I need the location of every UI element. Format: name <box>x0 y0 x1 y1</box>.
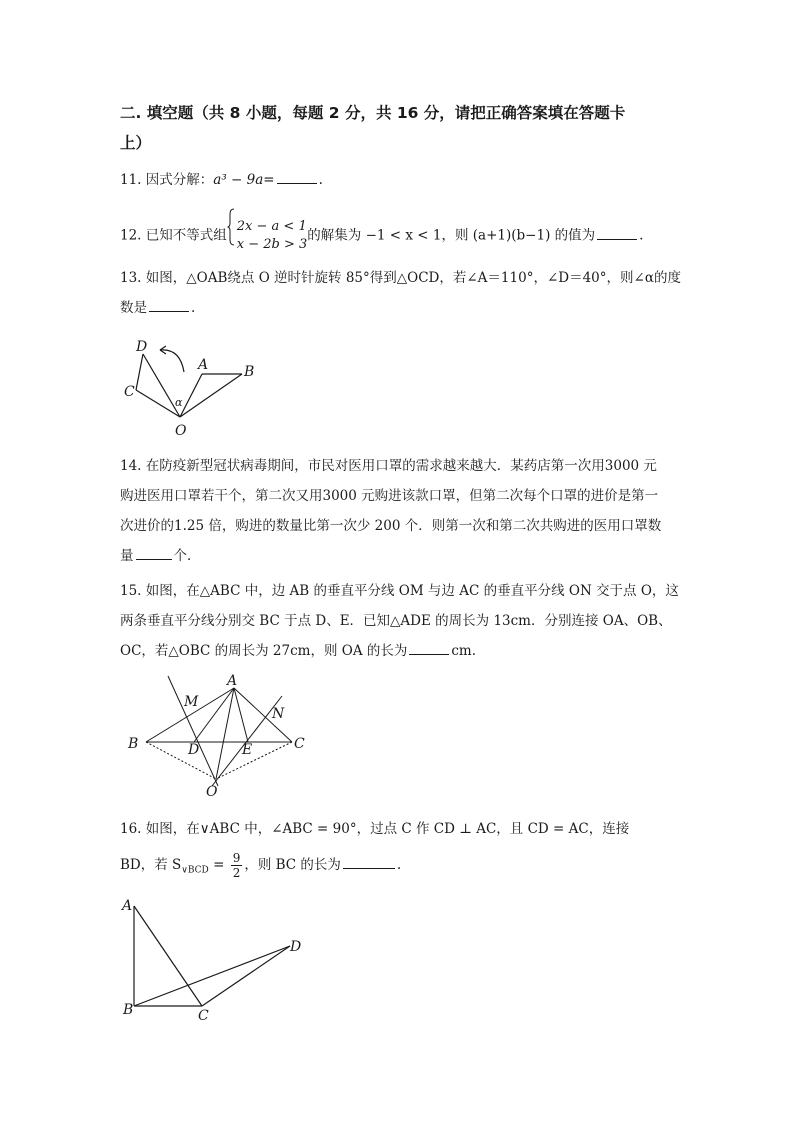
period: . <box>318 172 323 188</box>
question-text-line2a: BD，若 S <box>120 857 182 873</box>
segment-BD <box>134 946 290 1006</box>
brace-icon <box>227 208 235 264</box>
question-text-line2: 数是 <box>120 300 147 316</box>
inequality-1: 2x − a < 1 <box>236 219 307 234</box>
question-number: 16. <box>120 821 142 837</box>
label-N: N <box>272 706 285 722</box>
label-A: A <box>227 673 238 689</box>
label-D: D <box>188 742 200 758</box>
segment-OB <box>180 374 242 417</box>
question-16 <box>120 814 680 892</box>
label-A: A <box>122 898 133 914</box>
label-E: E <box>242 742 253 758</box>
section-title <box>120 98 680 158</box>
answer-blank[interactable] <box>277 182 317 184</box>
label-B: B <box>244 364 255 380</box>
segment-AC <box>134 906 202 1006</box>
fraction <box>231 851 243 880</box>
question-text-line3b: cm. <box>451 643 477 659</box>
label-C: C <box>198 1008 209 1024</box>
segment-AO <box>216 688 234 779</box>
figure-q13 <box>118 332 278 442</box>
question-11 <box>120 165 680 195</box>
segment-AD <box>194 688 234 742</box>
segment-DC <box>136 354 143 390</box>
question-number: 12. <box>120 227 142 244</box>
segment-CO <box>136 390 180 417</box>
label-D: D <box>136 339 148 355</box>
line-OM <box>168 676 218 786</box>
question-text-line1: 如图，△OAB绕点 O 逆时针旋转 85°得到△OCD，若∠A＝110°，∠D＝40°，则∠α的度 <box>145 270 681 286</box>
section-title-line1: 二. 填空题（共 8 小题，每题 2 分，共 16 分，请把正确答案填在答题卡 <box>120 104 626 122</box>
question-text-line3a: OC，若△OBC 的周长为 27cm，则 OA 的长为 <box>120 643 408 659</box>
question-14 <box>120 451 680 571</box>
answer-blank[interactable] <box>136 558 172 560</box>
answer-blank[interactable] <box>409 653 449 655</box>
question-13 <box>120 263 680 323</box>
question-12 <box>120 208 680 264</box>
label-M: M <box>184 694 199 710</box>
math-expression: a³ − 9a= <box>213 172 275 188</box>
question-text-line1: 如图，在∨ABC 中，∠ABC = 90°，过点 C 作 CD ⊥ AC，且 CD = AC，连接 <box>145 821 630 837</box>
question-text-line2: 两条垂直平分线分别交 BC 于点 D、E．已知△ADE 的周长为 13cm．分别连接 OA、OB、 <box>120 613 672 629</box>
question-text-line2: 购进医用口罩若干个，第二次又用3000 元购进该款口罩，但第二次每个口罩的进价是第一 <box>120 488 659 504</box>
answer-blank[interactable] <box>149 310 189 312</box>
fraction-denominator: 2 <box>232 866 241 880</box>
label-C: C <box>294 736 305 752</box>
question-number: 13. <box>120 270 142 286</box>
question-text: 已知不等式组 <box>145 227 227 244</box>
question-15 <box>120 576 680 666</box>
period: . <box>396 857 402 873</box>
figure-q16 <box>118 892 318 1024</box>
segment-OA <box>180 374 202 417</box>
question-text-line1: 如图，在△ABC 中，边 AB 的垂直平分线 OM 与边 AC 的垂直平分线 ON 交于点 O，这 <box>145 583 679 599</box>
question-number: 14. <box>120 458 142 474</box>
segment-OB-dashed <box>146 742 216 779</box>
label-O: O <box>175 423 187 439</box>
question-text-line1: 在防疫新型冠状病毒期间，市民对医用口罩的需求越来越大．某药店第一次用3000 元 <box>145 458 657 474</box>
equals-sign: = <box>208 857 229 873</box>
question-text-2: 的解集为 −1 < x < 1，则 (a+1)(b−1) 的值为 <box>307 227 596 244</box>
label-B: B <box>123 1002 134 1018</box>
figure-q15 <box>122 672 322 802</box>
label-D: D <box>290 939 302 955</box>
segment-OC-dashed <box>216 742 292 779</box>
label-C: C <box>124 384 135 400</box>
answer-blank[interactable] <box>597 238 637 240</box>
area-subscript: ∨BCD <box>181 865 209 876</box>
segment-CD <box>202 946 290 1006</box>
question-text: 因式分解： <box>145 172 214 188</box>
question-number: 15. <box>120 583 142 599</box>
segment-AE <box>234 688 248 742</box>
label-alpha: α <box>175 396 183 409</box>
label-O: O <box>206 784 218 800</box>
rotation-arrow-icon <box>160 350 184 372</box>
question-text-line4a: 量 <box>120 548 134 564</box>
period: . <box>639 227 644 244</box>
fraction-numerator: 9 <box>232 851 241 865</box>
question-number: 11. <box>120 172 142 188</box>
label-B: B <box>128 736 139 752</box>
inequality-system <box>237 218 308 254</box>
answer-blank[interactable] <box>343 867 395 869</box>
section-title-line2: 上） <box>120 134 152 152</box>
question-text-line4b: 个． <box>173 548 201 564</box>
label-A: A <box>198 357 209 373</box>
period: . <box>191 300 196 316</box>
question-text-line3: 次进价的1.25 倍，购进的数量比第一次少 200 个．则第一次和第二次共购进的医用口罩数 <box>120 518 662 534</box>
question-text-line2b: ，则 BC 的长为 <box>244 857 341 873</box>
inequality-2: x − 2b > 3 <box>236 237 308 252</box>
